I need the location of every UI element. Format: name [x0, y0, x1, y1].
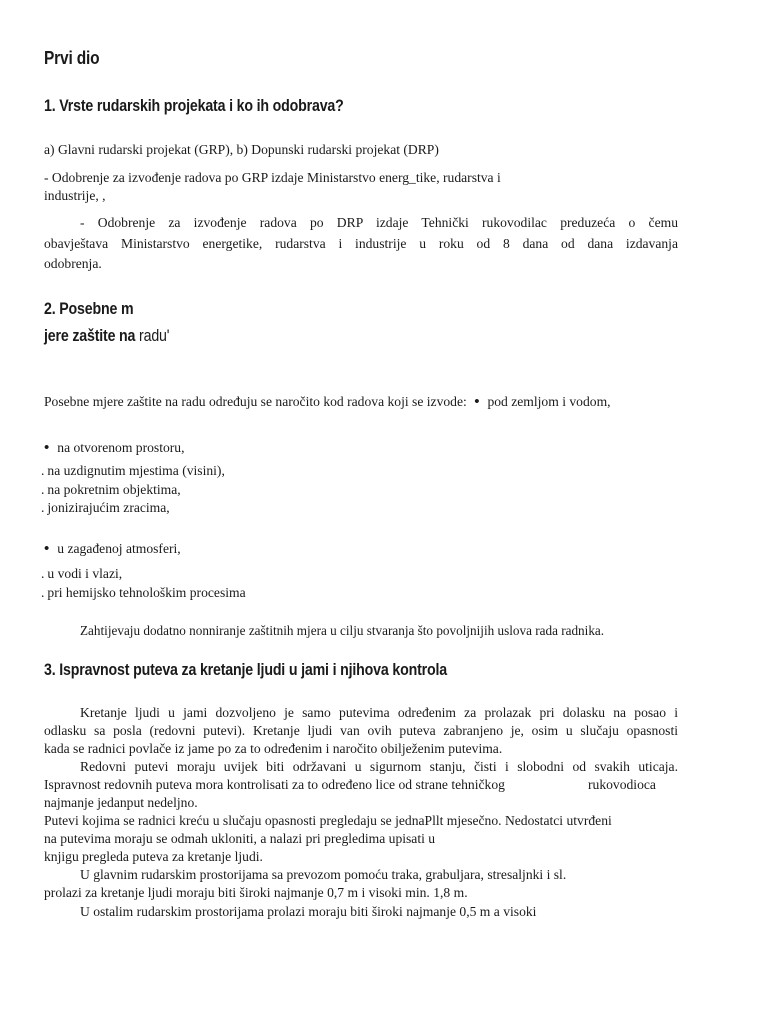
- q1-para1-line1: - Odobrenje za izvođenje radova po GRP izdaje Ministarstvo energ_tike, rudarstva i: [44, 170, 501, 185]
- q3-line: Redovni putevi moraju uvijek biti održavani u sigurnom stanju, čisti i slobodni od svakih uticaja.: [80, 759, 678, 774]
- q3-line: Putevi kojima se radnici kreću u slučaju opasnosti pregledaju se jednaPllt mjesečno. Nedostatci utvrđeni: [44, 813, 612, 828]
- q2-title-line2: [44, 327, 169, 346]
- bullet-icon: •: [44, 541, 50, 557]
- list-item: . pri hemijsko tehnološkim procesima: [41, 585, 246, 600]
- q1-para1-line2: industrije, ,: [44, 188, 106, 203]
- q2-intro-item: pod zemljom i vodom,: [487, 394, 611, 409]
- q1-line-a: a) Glavni rudarski projekat (GRP), b) Dopunski rudarski projekat (DRP): [44, 142, 439, 157]
- list-item: • na otvorenom prostoru,: [44, 440, 185, 456]
- bullet-icon: .: [41, 585, 45, 600]
- q2-title-normal: radu': [139, 327, 170, 345]
- heading-prvi-dio: Prvi dio: [44, 48, 100, 68]
- bullet-icon: .: [41, 463, 45, 478]
- q2-intro: Posebne mjere zaštite na radu određuju se naročito kod radova koji se izvode:: [44, 394, 467, 409]
- q1-title: 1. Vrste rudarskih projekata i ko ih odobrava?: [44, 97, 344, 115]
- q3-line: Ispravnost redovnih puteva mora kontrolisati za to određeno lice od strane tehničkog: [44, 777, 505, 792]
- list-item: . jonizirajućim zracima,: [41, 500, 170, 515]
- q2-closing: Zahtijevaju dodatno nonniranje zaštitnih mjera u cilju stvaranja što povoljnijih uslova rada radnika.: [80, 623, 605, 638]
- q3-line: na putevima moraju se odmah ukloniti, a nalazi pri pregledima upisati u: [44, 831, 436, 846]
- bullet-icon: •: [44, 440, 50, 456]
- q2-title-line1: 2. Posebne m: [44, 300, 134, 318]
- bullet-icon: .: [41, 566, 45, 581]
- q3-line: kada se radnici povlače iz jame po za to određenim i naročito obilježenim putevima.: [44, 741, 503, 756]
- bullet-icon: .: [41, 500, 45, 515]
- list-item: . na pokretnim objektima,: [41, 482, 181, 497]
- bullet-icon: .: [41, 482, 45, 497]
- q3-line: knjigu pregleda puteva za kretanje ljudi.: [44, 849, 263, 864]
- q3-line: prolazi za kretanje ljudi moraju biti široki najmanje 0,7 m i visoki min. 1,8 m.: [44, 885, 468, 900]
- list-item: • u zagađenoj atmosferi,: [44, 541, 181, 557]
- q3-line: U glavnim rudarskim prostorijama sa prevozom pomoću traka, grabuljara, stresaljnki i sl.: [80, 867, 567, 882]
- bullet-icon: •: [474, 394, 480, 410]
- q2-intro-line: [44, 393, 611, 411]
- q3-line: U ostalim rudarskim prostorijama prolazi moraju biti široki najmanje 0,5 m a visoki: [80, 904, 537, 919]
- list-item: . u vodi i vlazi,: [41, 566, 123, 581]
- q1-para2-line2: obavještava Ministarstvo energetike, rudarstva i industrije u roku od 8 dana od dana izdavanja: [44, 236, 678, 251]
- list-item: . na uzdignutim mjestima (visini),: [41, 463, 225, 478]
- q3-line: rukovodioca: [588, 777, 656, 792]
- q1-para2-line1: - Odobrenje za izvođenje radova po DRP izdaje Tehnički rukovodilac preduzeća o čemu: [80, 215, 678, 230]
- q3-title: 3. Ispravnost puteva za kretanje ljudi u jami i njihova kontrola: [44, 661, 447, 679]
- q2-title-bold: jere zaštite na: [44, 327, 136, 345]
- q1-para2-line3: odobrenja.: [44, 256, 102, 271]
- q3-line: najmanje jedanput nedeljno.: [44, 795, 198, 810]
- q3-line: Kretanje ljudi u jami dozvoljeno je samo putevima određenim za prolazak pri dolasku na posao i: [80, 705, 678, 720]
- q3-line: odlasku sa posla (redovni putevi). Kretanje ljudi van ovih puteva zabranjeno je, osim u slučaju opasnosti: [44, 723, 678, 738]
